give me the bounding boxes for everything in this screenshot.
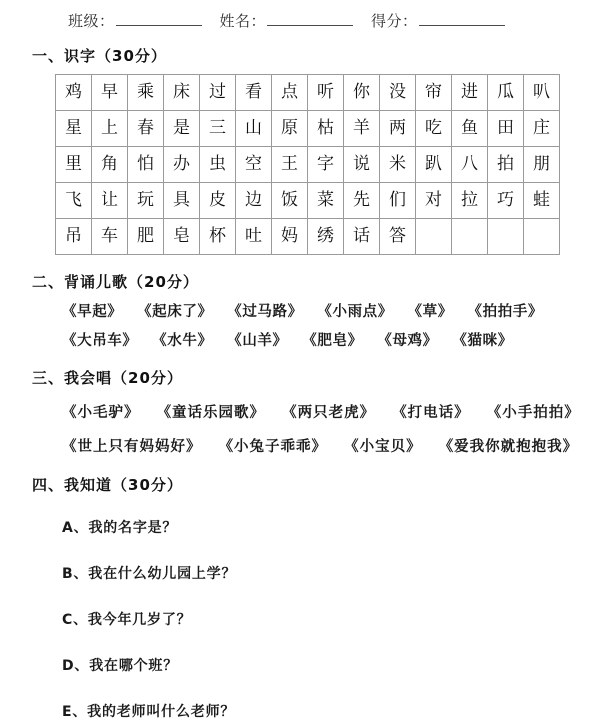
rhyme-title: 《起床了》: [137, 304, 213, 320]
grid-cell: 庄: [524, 111, 560, 147]
grid-cell: 角: [92, 147, 128, 183]
rhyme-title: 《大吊车》: [62, 333, 138, 349]
section-2-content: [0, 300, 605, 350]
grid-cell: 八: [452, 147, 488, 183]
rhyme-title: 《早起》: [62, 304, 123, 320]
section-1-heading: 一、识字（30分）: [32, 47, 167, 65]
character-grid-wrapper: [0, 66, 605, 255]
grid-cell: 字: [308, 147, 344, 183]
rhyme-title: 《拍拍手》: [467, 304, 543, 320]
grid-cell: 点: [272, 75, 308, 111]
grid-cell-empty: [524, 219, 560, 255]
question-item: [0, 701, 605, 721]
grid-cell: 听: [308, 75, 344, 111]
song-title-row: [0, 401, 605, 422]
name-field: [220, 10, 354, 31]
grid-cell: 虫: [200, 147, 236, 183]
grid-cell: 空: [236, 147, 272, 183]
grid-cell: 没: [380, 75, 416, 111]
grid-cell: 三: [200, 111, 236, 147]
rhyme-title-row: [0, 329, 605, 350]
question-text: 我在哪个班？: [89, 658, 179, 674]
grid-cell: 绣: [308, 219, 344, 255]
grid-cell: 进: [452, 75, 488, 111]
question-item: [0, 517, 605, 537]
grid-cell: 话: [344, 219, 380, 255]
character-grid-body: [56, 75, 560, 255]
grid-cell: 杯: [200, 219, 236, 255]
question-text: 我的老师叫什么老师？: [87, 704, 236, 720]
rhyme-title: 《母鸡》: [377, 333, 438, 349]
grid-cell: 让: [92, 183, 128, 219]
grid-cell: 吐: [236, 219, 272, 255]
grid-cell: 边: [236, 183, 272, 219]
grid-cell: 菜: [308, 183, 344, 219]
table-row: [56, 75, 560, 111]
section-3-heading: 三、我会唱（20分）: [32, 369, 183, 387]
grid-cell: 妈: [272, 219, 308, 255]
grid-cell: 床: [164, 75, 200, 111]
rhyme-title: 《过马路》: [227, 304, 303, 320]
question-item: [0, 609, 605, 629]
grid-cell: 巧: [488, 183, 524, 219]
question-text: 我今年几岁了？: [87, 612, 192, 628]
grid-cell: 星: [56, 111, 92, 147]
grid-cell: 怕: [128, 147, 164, 183]
section-2-heading: 二、背诵儿歌（20分）: [32, 273, 199, 291]
grid-cell: 皂: [164, 219, 200, 255]
question-letter: E、: [62, 704, 88, 720]
song-title-row: [0, 435, 605, 456]
grid-cell: 枯: [308, 111, 344, 147]
grid-cell: 们: [380, 183, 416, 219]
grid-cell: 吊: [56, 219, 92, 255]
score-label: 得分：: [371, 12, 418, 30]
question-letter: B、: [62, 566, 89, 582]
question-item: [0, 655, 605, 675]
grid-cell: 饭: [272, 183, 308, 219]
name-label: 姓名：: [219, 12, 267, 30]
grid-cell: 具: [164, 183, 200, 219]
grid-cell: 两: [380, 111, 416, 147]
song-title: 《小兔子乖乖》: [218, 439, 328, 455]
grid-cell: 飞: [56, 183, 92, 219]
grid-cell: 米: [380, 147, 416, 183]
grid-cell: 山: [236, 111, 272, 147]
grid-cell-empty: [416, 219, 452, 255]
song-title: 《小手拍拍》: [486, 405, 580, 421]
character-grid: [55, 74, 560, 255]
grid-cell: 鸡: [56, 75, 92, 111]
grid-cell: 瓜: [488, 75, 524, 111]
section-3-content: [0, 401, 605, 456]
rhyme-title: 《猫咪》: [452, 333, 513, 349]
song-title: 《爱我你就抱抱我》: [438, 439, 579, 455]
grid-cell: 朋: [524, 147, 560, 183]
question-text: 我的名字是？: [88, 520, 178, 536]
grid-cell: 是: [164, 111, 200, 147]
grid-cell: 吃: [416, 111, 452, 147]
grid-cell: 田: [488, 111, 524, 147]
song-title: 《小毛驴》: [62, 405, 140, 421]
grid-cell: 乘: [128, 75, 164, 111]
rhyme-title: 《小雨点》: [317, 304, 393, 320]
grid-cell: 说: [344, 147, 380, 183]
rhyme-title: 《肥皂》: [302, 333, 363, 349]
grid-cell: 看: [236, 75, 272, 111]
class-blank-line[interactable]: [116, 11, 202, 26]
song-title: 《世上只有妈妈好》: [62, 439, 202, 455]
rhyme-title-row: [0, 300, 605, 321]
worksheet-header: [0, 0, 605, 31]
grid-cell: 蛙: [524, 183, 560, 219]
section-4-heading: 四、我知道（30分）: [32, 476, 183, 494]
grid-cell: 帘: [416, 75, 452, 111]
name-blank-line[interactable]: [267, 11, 353, 26]
grid-cell: 羊: [344, 111, 380, 147]
grid-cell: 趴: [416, 147, 452, 183]
song-title: 《童话乐园歌》: [156, 405, 266, 421]
grid-cell: 过: [200, 75, 236, 111]
rhyme-title: 《山羊》: [227, 333, 288, 349]
question-text: 我在什么幼儿园上学？: [88, 566, 237, 582]
score-field: [371, 10, 505, 31]
grid-cell: 叭: [524, 75, 560, 111]
grid-cell: 办: [164, 147, 200, 183]
table-row: [56, 147, 560, 183]
class-field: [68, 10, 202, 31]
section-4-content: [0, 517, 605, 721]
grid-cell: 上: [92, 111, 128, 147]
song-title: 《两只老虎》: [282, 405, 376, 421]
rhyme-title: 《草》: [407, 304, 453, 320]
grid-cell: 先: [344, 183, 380, 219]
grid-cell: 肥: [128, 219, 164, 255]
grid-cell: 答: [380, 219, 416, 255]
table-row: [56, 111, 560, 147]
grid-cell: 皮: [200, 183, 236, 219]
song-title: 《小宝贝》: [344, 439, 422, 455]
grid-cell: 里: [56, 147, 92, 183]
rhyme-title: 《水牛》: [152, 333, 213, 349]
question-item: [0, 563, 605, 583]
table-row: [56, 183, 560, 219]
song-title: 《打电话》: [392, 405, 470, 421]
question-letter: A、: [62, 520, 89, 536]
grid-cell: 玩: [128, 183, 164, 219]
grid-cell: 原: [272, 111, 308, 147]
question-letter: C、: [62, 612, 88, 628]
score-blank-line[interactable]: [419, 11, 505, 26]
grid-cell: 对: [416, 183, 452, 219]
class-label: 班级：: [68, 12, 115, 30]
grid-cell: 拉: [452, 183, 488, 219]
grid-cell: 鱼: [452, 111, 488, 147]
grid-cell: 早: [92, 75, 128, 111]
grid-cell: 王: [272, 147, 308, 183]
grid-cell-empty: [452, 219, 488, 255]
table-row: [56, 219, 560, 255]
grid-cell: 车: [92, 219, 128, 255]
grid-cell: 春: [128, 111, 164, 147]
question-letter: D、: [62, 658, 90, 674]
grid-cell: 你: [344, 75, 380, 111]
grid-cell-empty: [488, 219, 524, 255]
grid-cell: 拍: [488, 147, 524, 183]
